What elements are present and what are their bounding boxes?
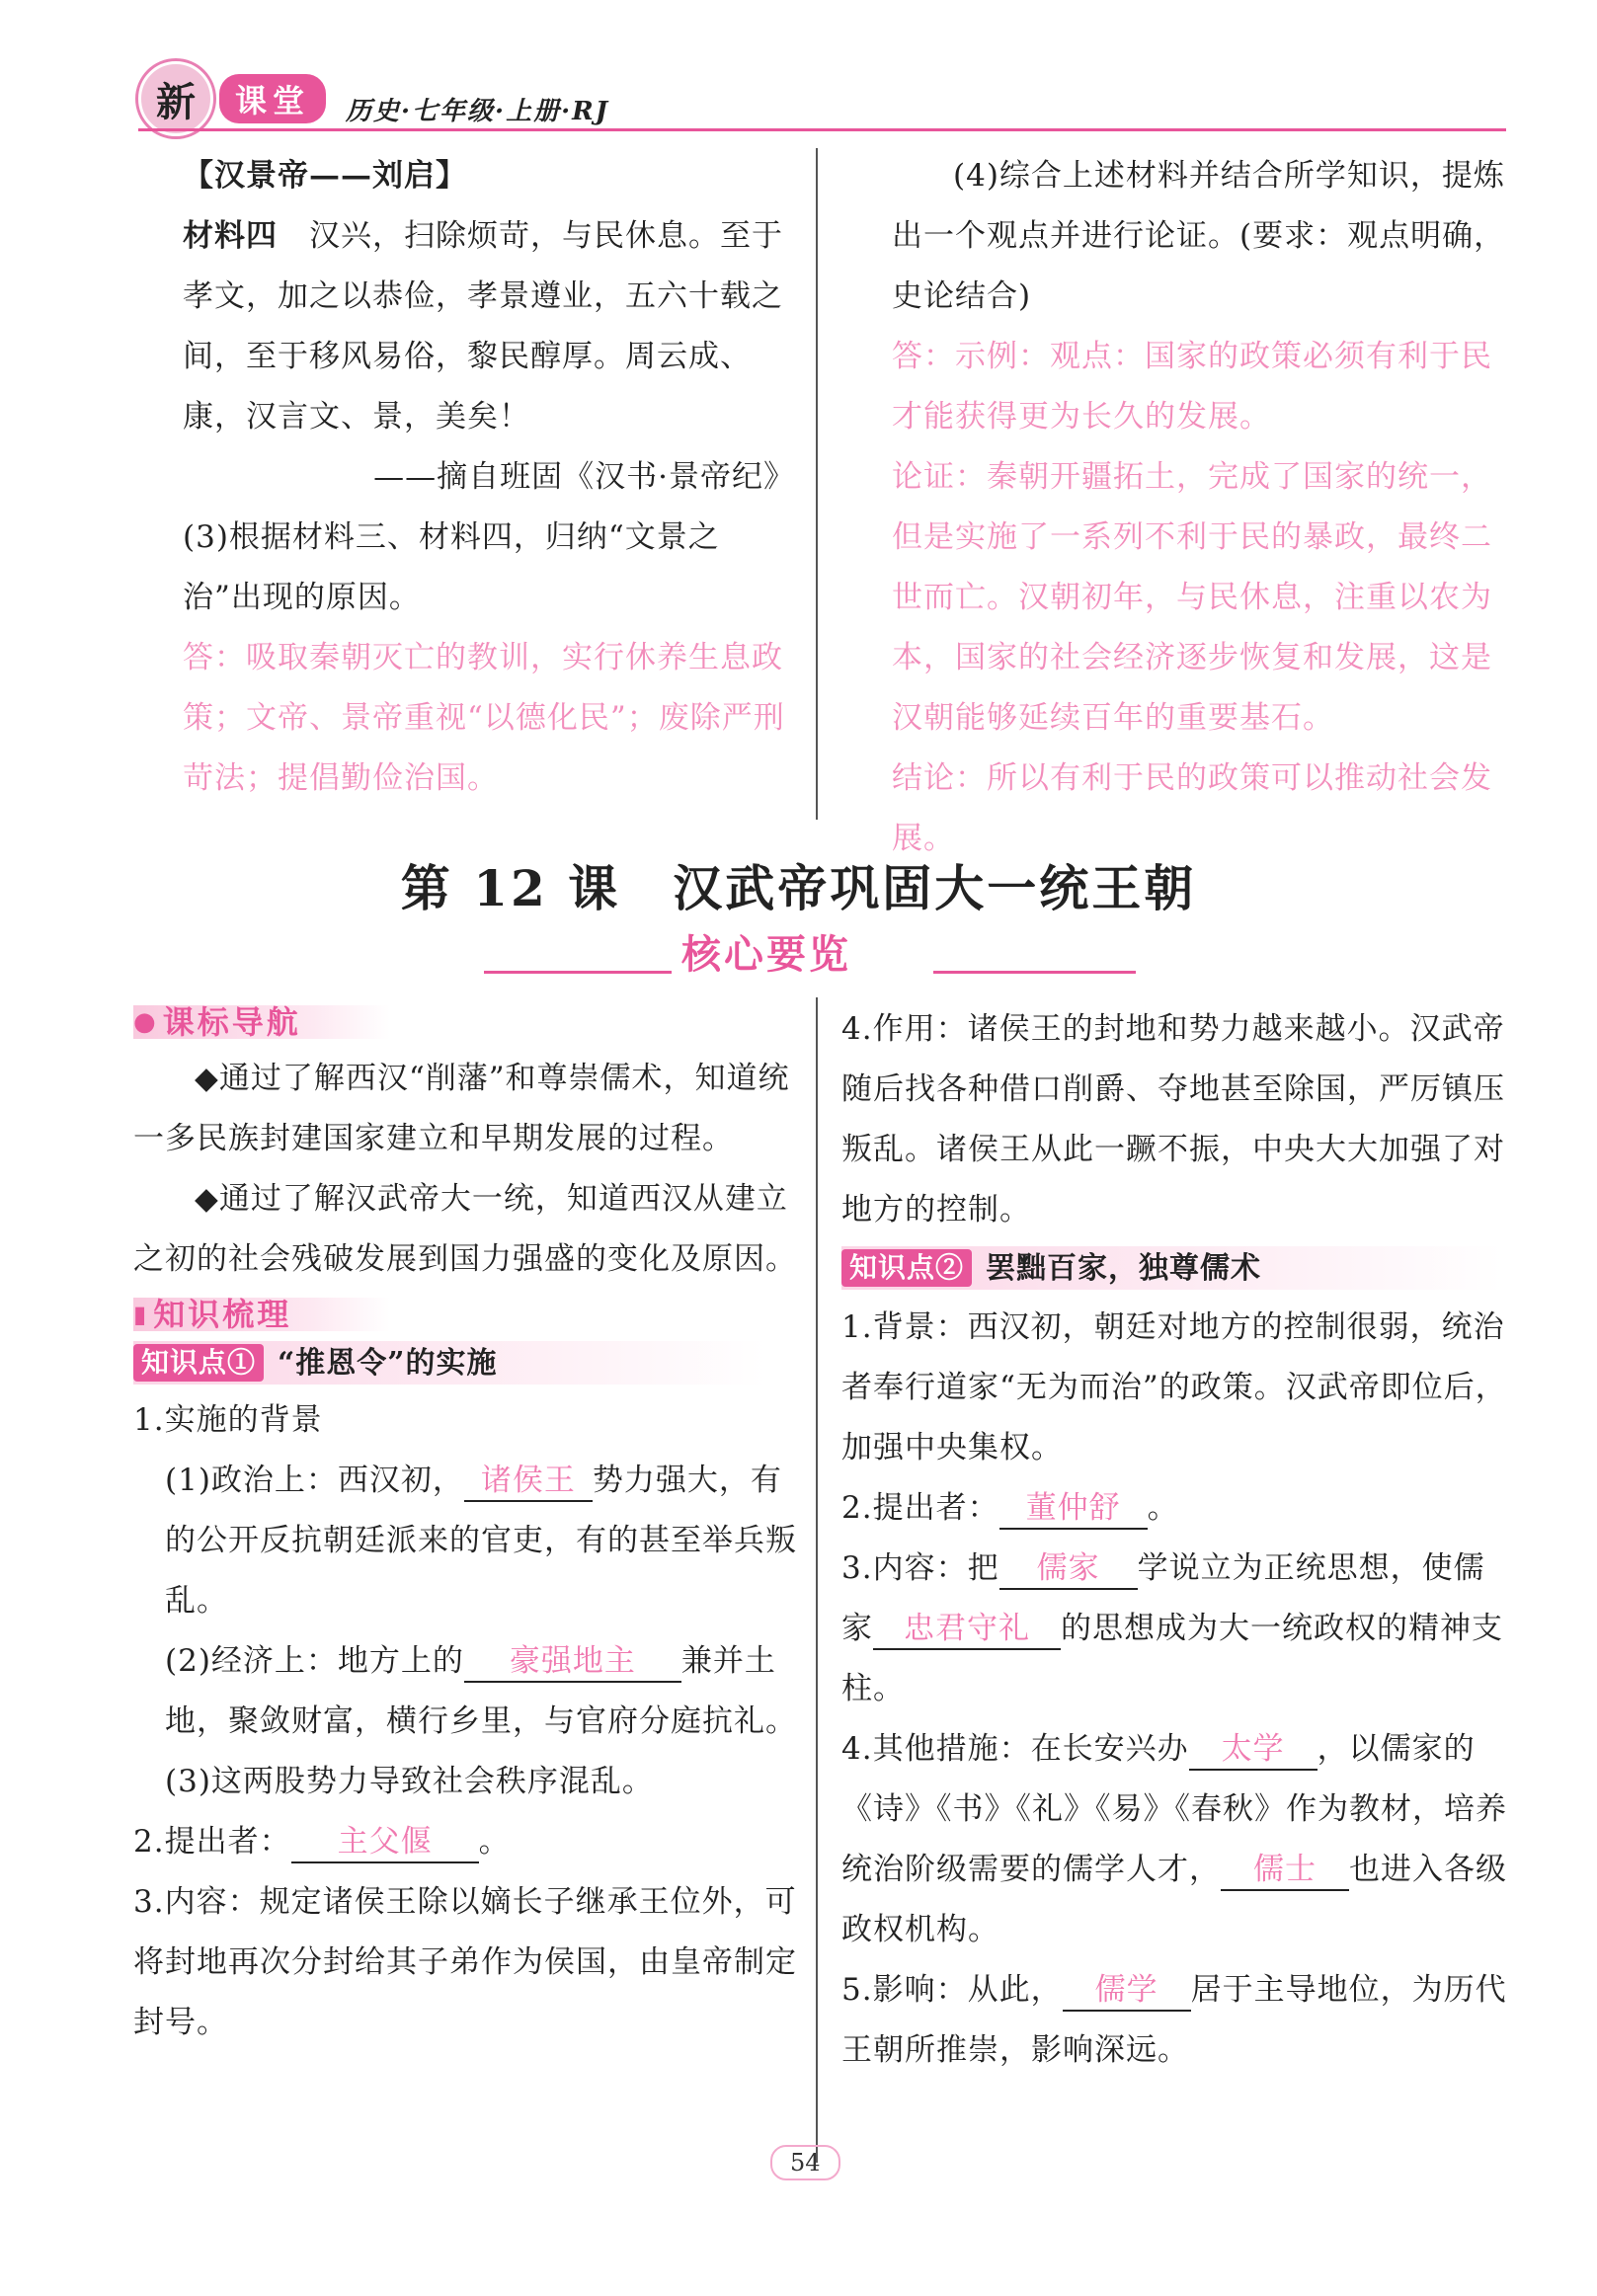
answer-blank: 太学: [1189, 1729, 1318, 1771]
kp1-item-1-3: (3)这两股势力导致社会秩序混乱。: [165, 1764, 654, 1799]
top-right-column: [892, 146, 1509, 869]
answer-blank: 儒学: [1063, 1970, 1191, 2012]
kp1-item-1-2: (2)经济上：地方上的 豪强地主 兼并土地，聚敛财富，横行乡里，与官府分庭抗礼。: [165, 1643, 797, 1739]
material-source: ——摘自班固《汉书·景帝纪》: [373, 459, 795, 495]
kp2-item-5: 5.影响：从此， 儒学 居于主导地位，为历代王朝所推崇，影响深远。: [841, 1972, 1507, 2068]
logo-text: 课堂: [219, 74, 326, 123]
answer-blank: 忠君守礼: [873, 1609, 1061, 1650]
answer-blank: 诸侯王: [464, 1461, 593, 1502]
kp2-title: 罢黜百家，独尊儒术: [986, 1250, 1262, 1286]
kp1-item-1: 1.实施的背景: [133, 1402, 323, 1438]
section-heading: 【汉景帝——刘启】: [183, 158, 467, 194]
column-divider-top: [816, 148, 818, 820]
page-number: 54: [770, 2145, 840, 2180]
kp1-item-4: 4.作用：诸侯王的封地和势力越来越小。汉武帝随后找各种借口削爵、夺地甚至除国，严厉镇压叛乱。诸侯王从此一蹶不振，中央大大加强了对地方的控制。: [841, 1011, 1505, 1227]
nav-item-2: ◆通过了解汉武帝大一统，知道西汉从建立之初的社会残破发展到国力强盛的变化及原因。: [133, 1181, 797, 1277]
header-logo: [138, 71, 326, 126]
answer-4-argument: 论证：秦朝开疆拓土，完成了国家的统一，但是实施了一系列不利于民的暴政，最终二世而亡。汉朝初年，与民休息，注重以农为本，国家的社会经济逐步恢复和发展，这是汉朝能够延续百年的重要基石。: [892, 459, 1492, 736]
column-divider-bottom: [816, 997, 818, 2163]
bottom-right-column: [841, 999, 1511, 2081]
header-subtitle: 历史·七年级·上册·RJ: [346, 97, 610, 126]
knowledge-heading: 知识梳理: [153, 1295, 292, 1333]
answer-blank: 豪强地主: [464, 1641, 681, 1683]
kp1-item-2: 2.提出者： 主父偃 。: [133, 1812, 800, 1872]
kp1-tag: 知识点①: [133, 1344, 264, 1382]
kp2-tag: 知识点②: [841, 1249, 972, 1287]
material-text: 汉兴，扫除烦苛，与民休息。至于孝文，加之以恭俭，孝景遵业，五六十载之间，至于移风易俗，黎民醇厚。周云成、康，汉言文、景，美矣！: [183, 218, 783, 435]
kp2-item-4: 4.其他措施：在长安兴办 太学 ，以儒家的《诗》《书》《礼》《易》《春秋》作为教材，培养统治阶级需要的儒学人才， 儒士 也进入各级政权机构。: [841, 1731, 1507, 1947]
nav-heading: 课标导航: [162, 1002, 301, 1041]
material-label: 材料四: [183, 218, 278, 254]
kp2-item-1: 1.背景：西汉初，朝廷对地方的控制很弱，统治者奉行道家“无为而治”的政策。汉武帝即位后，加强中央集权。: [841, 1309, 1507, 1465]
core-line-left: [484, 971, 672, 974]
core-line-right: [933, 971, 1136, 974]
bottom-left-column: [133, 999, 800, 2053]
lesson-title: 第 12 课 汉武帝巩固大一统王朝: [400, 859, 1197, 917]
core-overview-heading: 核心要览: [681, 931, 851, 978]
logo-new-badge: 新: [138, 61, 213, 136]
question-4: (4)综合上述材料并结合所学知识，提炼出一个观点并进行论证。(要求：观点明确，史论结合): [892, 158, 1506, 314]
answer-blank: 儒家: [999, 1548, 1138, 1590]
answer-blank: 儒士: [1221, 1850, 1349, 1891]
kp1-item-3: 3.内容：规定诸侯王除以嫡长子继承王位外，可将封地再次分封给其子弟作为侯国，由皇帝制定封号。: [133, 1884, 797, 2040]
kp2-item-3: 3.内容：把 儒家 学说立为正统思想，使儒家 忠君守礼 的思想成为大一统政权的精神支柱。: [841, 1550, 1503, 1706]
answer-4-conclusion: 结论：所以有利于民的政策可以推动社会发展。: [892, 760, 1492, 856]
answer-blank: 主父偃: [291, 1822, 479, 1863]
kp1-item-1-1: (1)政治上：西汉初， 诸侯王 势力强大，有的公开反抗朝廷派来的官吏，有的甚至举兵叛乱。: [165, 1463, 797, 1619]
header-divider: [138, 128, 1506, 131]
kp1-title: “推恩令”的实施: [278, 1345, 498, 1381]
location-pin-icon: ●: [133, 1006, 157, 1037]
answer-blank: 董仲舒: [999, 1488, 1148, 1530]
question-3: (3)根据材料三、材料四，归纳“文景之治”出现的原因。: [183, 519, 720, 615]
material-four: [183, 206, 795, 447]
answer-4-viewpoint: 答：示例：观点：国家的政策必须有利于民才能获得更为长久的发展。: [892, 339, 1492, 435]
nav-heading-bar: [133, 1002, 390, 1041]
top-left-column: [183, 146, 795, 809]
knowledge-heading-bar: [133, 1295, 390, 1333]
nav-item-1: ◆通过了解西汉“削藩”和尊崇儒术，知道统一多民族封建国家建立和早期发展的过程。: [133, 1061, 790, 1156]
kp2-header: [841, 1246, 1503, 1290]
kp1-header: [133, 1341, 765, 1385]
kp2-item-2: 2.提出者： 董仲舒 。: [841, 1478, 1511, 1539]
book-icon: ▮: [133, 1300, 148, 1328]
answer-3: 答：吸取秦朝灭亡的教训，实行休养生息政策；文帝、景帝重视“以德化民”；废除严刑苛法；提倡勤俭治国。: [183, 640, 785, 796]
